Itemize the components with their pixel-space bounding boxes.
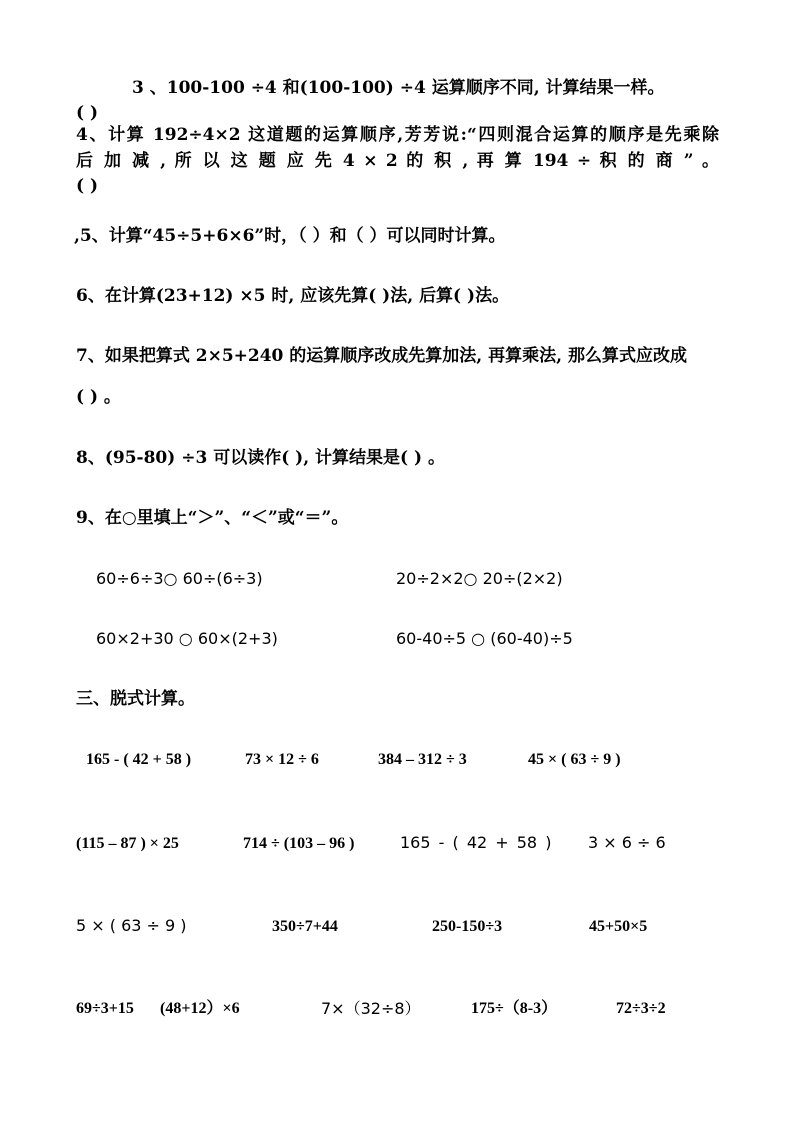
question-4-line-2: 后 加 减 , 所 以 这 题 应 先 4 × 2 的 积 , 再 算 194 ÷ 积 的 商 ” 。 (76, 151, 719, 171)
question-7-line-1: 7、如果把算式 2×5+240 的运算顺序改成先算加法, 再算乘法, 那么算式应改成 (76, 346, 687, 366)
expression-r1-c3: 384 – 312 ÷ 3 (378, 751, 467, 768)
question-9-title: 9、在○里填上“＞”、“＜”或“＝”。 (76, 508, 349, 528)
expression-r4-c2: (48+12）×6 (160, 1000, 240, 1017)
expression-r3-c3: 250-150÷3 (432, 918, 503, 935)
expression-r4-c3: 7×（32÷8） (321, 999, 421, 1018)
expression-r3-c4: 45+50×5 (589, 918, 648, 935)
question-7-answer-blank[interactable]: ( ) 。 (76, 387, 121, 407)
expression-r1-c1: 165 - ( 42 + 58 ) (86, 751, 192, 768)
expression-r2-c1: (115 – 87 ) × 25 (76, 835, 179, 852)
question-8-text: 8、(95-80) ÷3 可以读作( ), 计算结果是( ) 。 (76, 448, 445, 468)
question-3-answer-blank[interactable]: ( ) (76, 103, 99, 123)
expression-r3-c1: 5 × ( 63 ÷ 9 ) (76, 916, 187, 935)
expression-r2-c4: 3 × 6 ÷ 6 (588, 833, 666, 852)
expression-r4-c4: 175÷（8-3） (471, 1000, 558, 1017)
compare-item-4[interactable]: 60-40÷5 ○ (60-40)÷5 (396, 629, 573, 648)
expression-r3-c2: 350÷7+44 (272, 918, 338, 935)
question-4-answer-blank[interactable]: ( ) (76, 176, 99, 196)
question-4-line-1: 4、计算 192÷4×2 这道题的运算顺序,芳芳说:“四则混合运算的顺序是先乘除 (76, 125, 719, 145)
compare-item-2[interactable]: 20÷2×2○ 20÷(2×2) (396, 569, 563, 588)
compare-item-1[interactable]: 60÷6÷3○ 60÷(6÷3) (96, 569, 263, 588)
expression-r2-c3: 165 - ( 42 + 58 ) (400, 833, 552, 852)
question-6-text: 6、在计算(23+12) ×5 时, 应该先算( )法, 后算( )法。 (76, 286, 510, 306)
question-3-text: 3 、100-100 ÷4 和(100-100) ÷4 运算顺序不同, 计算结果一样。 (132, 78, 665, 98)
section-3-title: 三、脱式计算。 (76, 689, 195, 709)
expression-r4-c1: 69÷3+15 (76, 1000, 134, 1017)
compare-item-3[interactable]: 60×2+30 ○ 60×(2+3) (96, 629, 278, 648)
expression-r2-c2: 714 ÷ (103 – 96 ) (243, 835, 355, 852)
expression-r1-c2: 73 × 12 ÷ 6 (245, 751, 319, 768)
expression-r4-c5: 72÷3÷2 (616, 1000, 666, 1017)
expression-r1-c4: 45 × ( 63 ÷ 9 ) (528, 751, 621, 768)
question-5-text: ,5、计算“45÷5+6×6”时，（ ）和（ ）可以同时计算。 (74, 226, 506, 246)
